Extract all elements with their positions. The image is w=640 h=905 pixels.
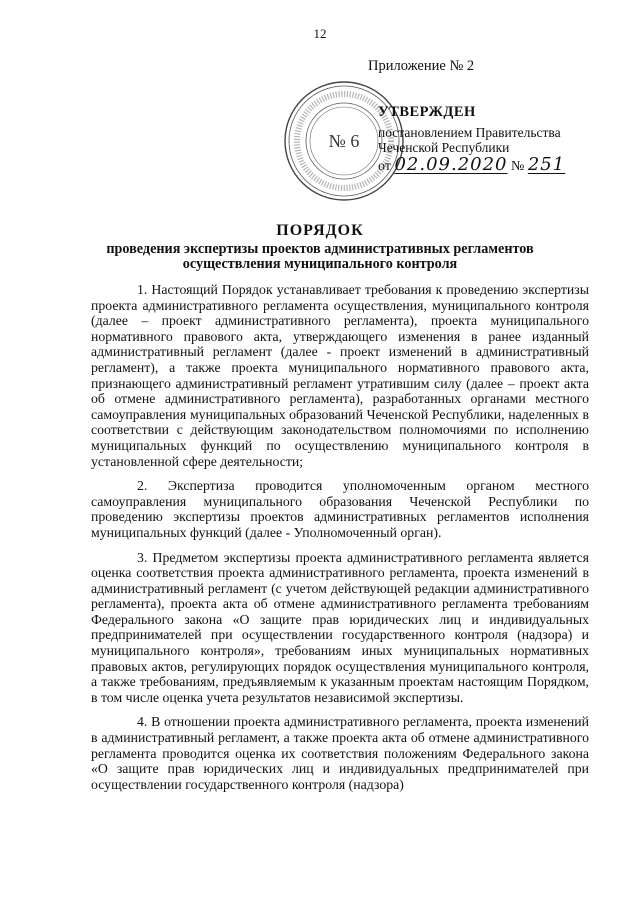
decree-date: 02.09.2020: [394, 154, 508, 175]
paragraph-1: 1. Настоящий Порядок устанавливает требования к проведению экспертизы проекта административного регламента осуществления, муниципального контроля (далее – проект административного регламента), проекта муниципального нормативного правового акта, утверждающего изменения в ранее изданный административный регламент (далее - проект изменений в административный регламент), а также проекта муниципального нормативного правового акта, признающего административный регламент утратившим силу (далее – проект акта об отмене административного регламента), разработанных органами местного самоуправления муниципальных образований Чеченской Республики, наделенных в соответствии с действующим законодательством полномочиями по исполнению муниципальных функций по осуществлению муниципального контроля в установленной сфере деятельности;: [91, 282, 589, 469]
date-prefix: от: [378, 159, 391, 174]
document-subtitle: проведения экспертизы проектов административных регламентов осуществления муниципального контроля: [106, 241, 534, 272]
decree-line-2: Чеченской Республики: [378, 140, 510, 155]
seal-number: № 6: [328, 131, 360, 151]
paragraph-3: 3. Предметом экспертизы проекта административного регламента является оценка соответствия проекта административного регламента, проекта изменений в административный регламент (с учетом действующей редакции административного регламента), проекта акта об отмене административного регламента требованиям Федерального закона «О защите прав юридических лиц и индивидуальных предпринимателей при осуществлении государственного контроля (надзора) и муниципального контроля», требованиям иных муниципальных нормативных правовых актов, регулирующих порядок осуществления муниципального контроля, а также требованиям, предъявляемым к указанным проектам настоящим Порядком, в том числе оценка учета результатов независимой экспертизы.: [91, 549, 589, 705]
paragraph-4: 4. В отношении проекта административного регламента, проекта изменений в административный регламент, а также проекта акта об отмене административного регламента проводится оценка их соответствия положениям Федерального закона «О защите прав юридических лиц и индивидуальных предпринимателей при осуществлении государственного контроля (надзора): [91, 714, 589, 792]
appendix-label: Приложение № 2: [368, 58, 475, 74]
decree-number: 251: [527, 154, 566, 175]
approved-label: УТВЕРЖДЕН: [378, 104, 476, 120]
document-body: [91, 282, 589, 792]
number-prefix: №: [511, 159, 525, 174]
page-number: 12: [313, 26, 327, 41]
decree-line-1: постановлением Правительства: [378, 125, 561, 140]
decree-date-line: [378, 154, 565, 175]
paragraph-2: 2. Экспертиза проводится уполномоченным органом местного самоуправления муниципального образования Чеченской Республики по проведению экспертизы проектов административных регламентов исполнения муниципальных функций (далее - Уполномоченный орган).: [91, 478, 589, 540]
decree-text: [378, 125, 618, 155]
document-title: ПОРЯДОК: [276, 222, 364, 239]
